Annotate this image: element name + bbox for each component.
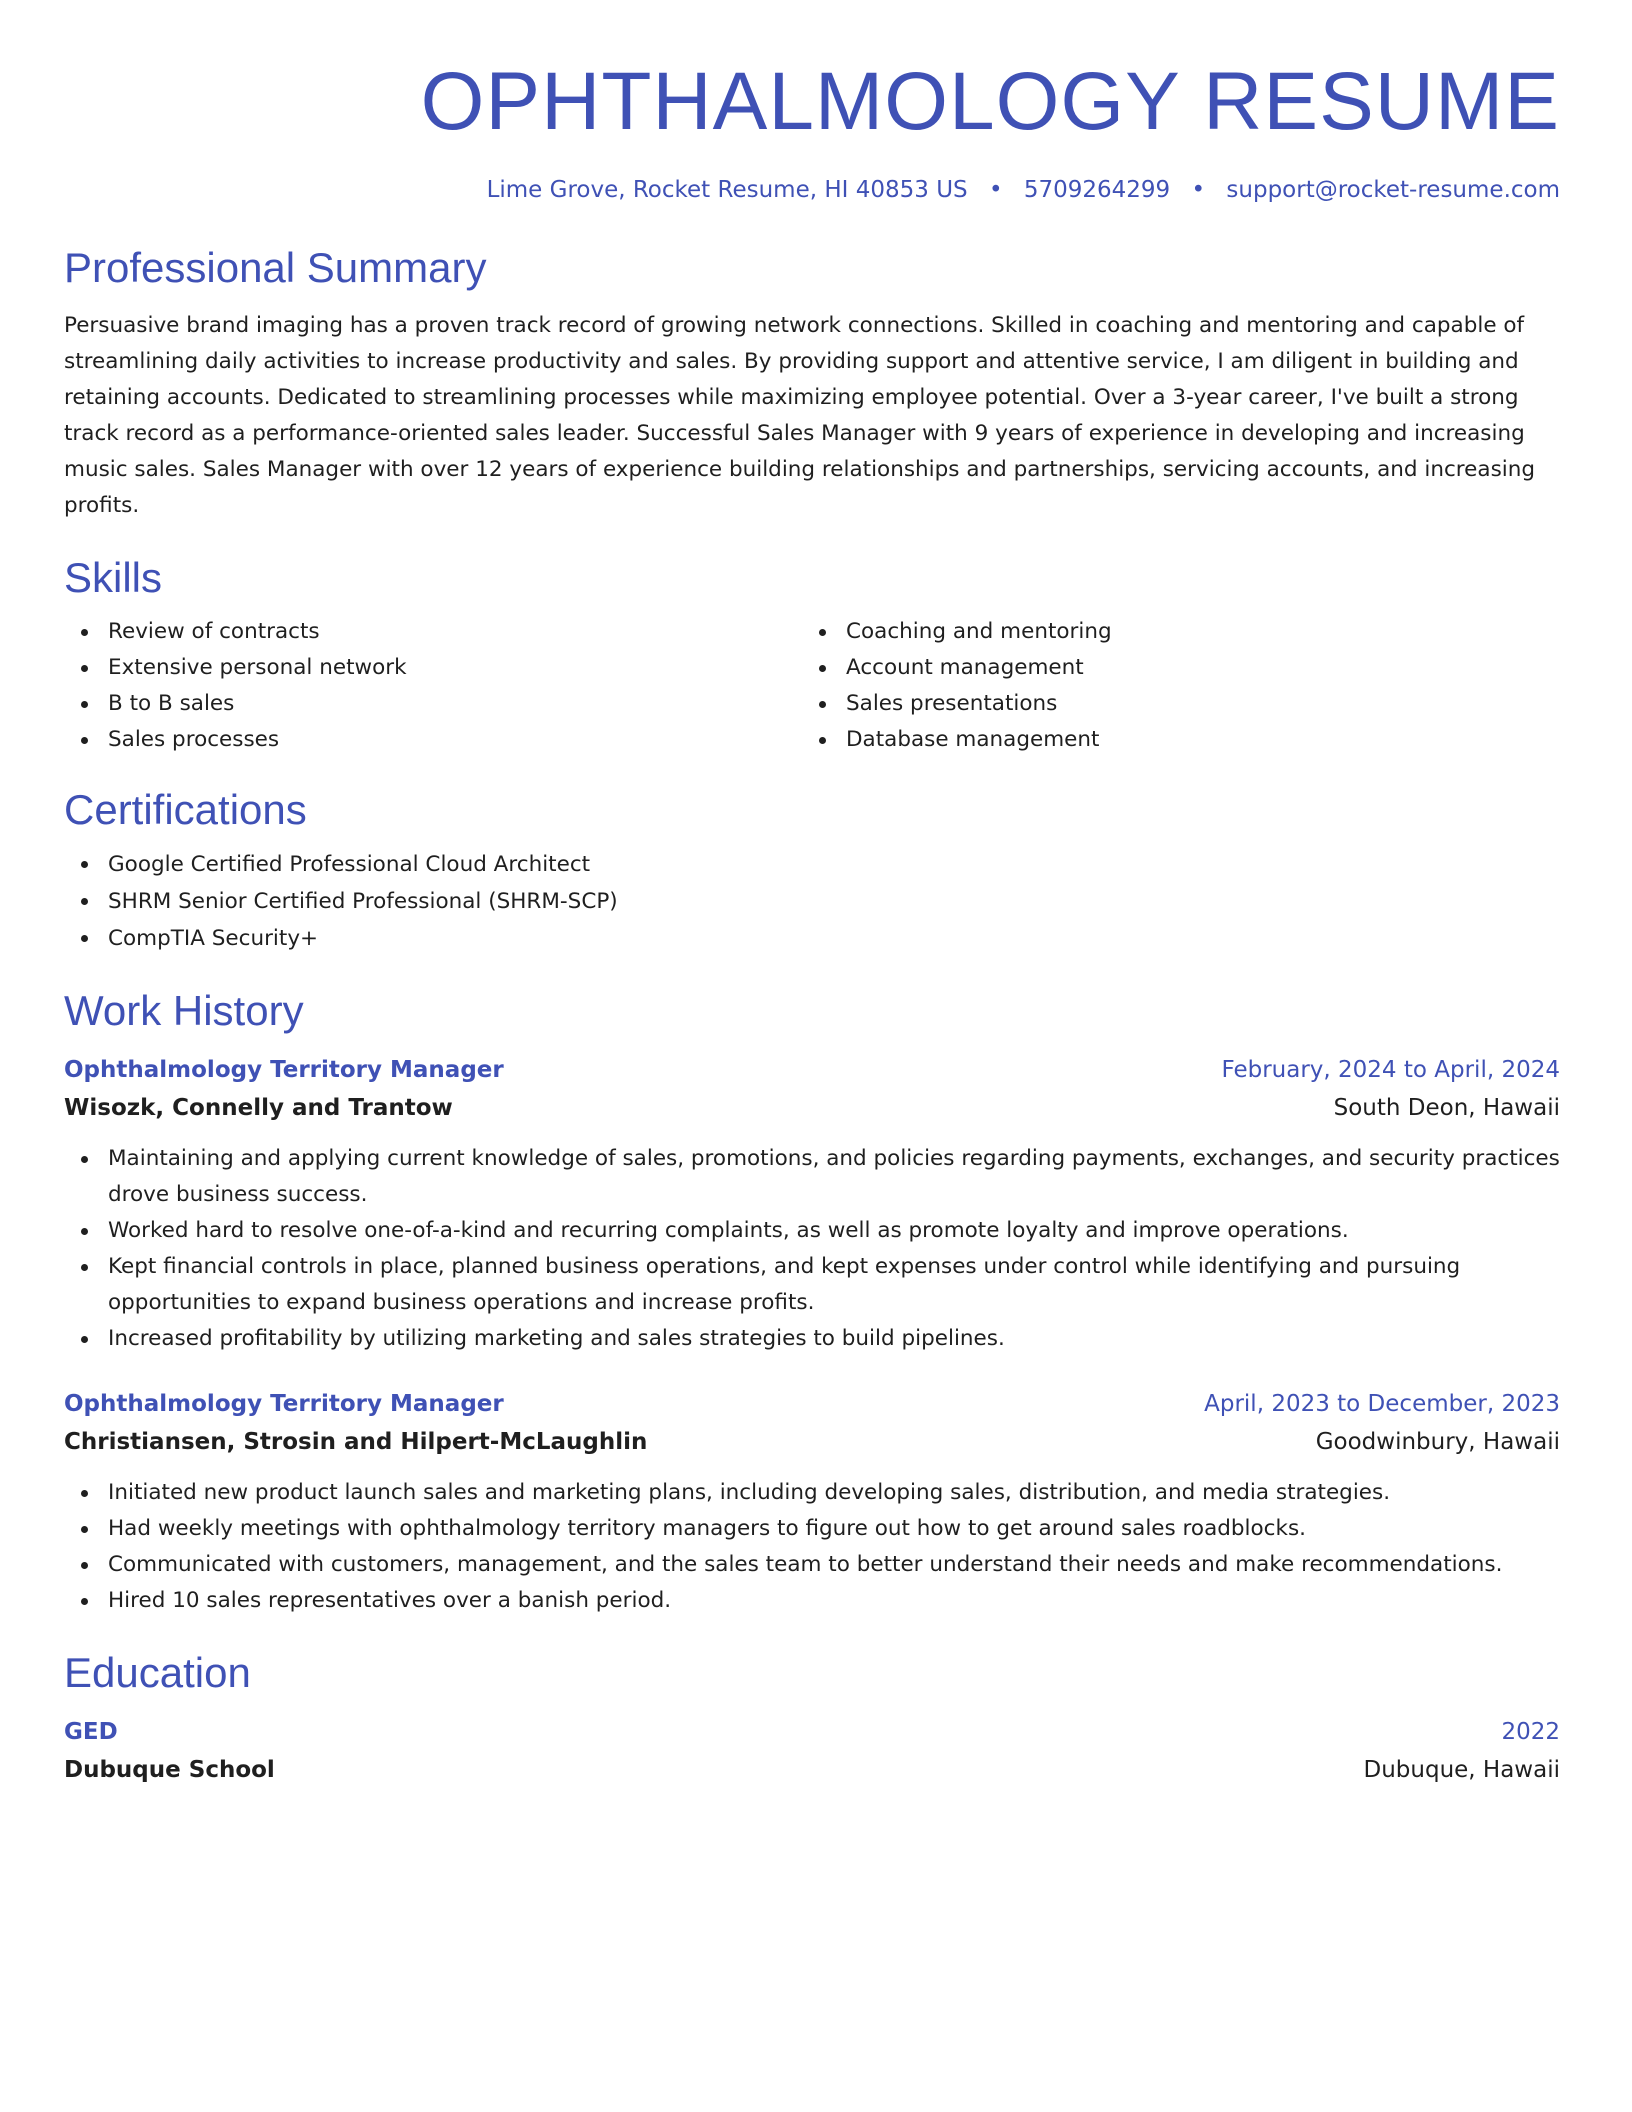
education-section <box>64 1647 1560 1789</box>
skill-item: B to B sales <box>64 686 802 722</box>
certifications-heading: Certifications <box>64 786 307 833</box>
contact-separator: • <box>1191 177 1206 203</box>
certifications-list <box>64 846 1560 957</box>
skills-grid <box>64 614 1560 758</box>
contact-phone: 5709264299 <box>1023 177 1171 203</box>
job-header <box>64 1385 1560 1423</box>
contact-line <box>64 174 1560 206</box>
work-history-section <box>64 985 1560 1619</box>
education-heading: Education <box>64 1649 251 1696</box>
education-header <box>64 1713 1560 1751</box>
job-duty-item: Kept financial controls in place, planned business operations, and kept expenses under control while identifying and pursuing opportunities to expand business operations and increase profits. <box>64 1249 1560 1321</box>
resume-page <box>64 0 1560 1789</box>
contact-separator: • <box>988 177 1003 203</box>
job-company: Wisozk, Connelly and Trantow <box>64 1095 453 1121</box>
job-title: Ophthalmology Territory Manager <box>64 1057 504 1083</box>
candidate-name: OPHTHALMOLOGY RESUME <box>420 56 1560 147</box>
contact-email: support@rocket-resume.com <box>1226 177 1560 203</box>
skills-column-left <box>64 614 802 758</box>
job-entry <box>64 1051 1560 1357</box>
job-subheader <box>64 1089 1560 1127</box>
job-title: Ophthalmology Territory Manager <box>64 1391 504 1417</box>
skills-heading: Skills <box>64 554 163 601</box>
job-duty-item: Communicated with customers, management, and the sales team to better understand their needs and make recommendations. <box>64 1547 1560 1583</box>
education-entry <box>64 1713 1560 1789</box>
certification-item: CompTIA Security+ <box>64 920 1560 957</box>
summary-heading: Professional Summary <box>64 244 487 291</box>
education-location: Dubuque, Hawaii <box>1363 1757 1560 1783</box>
work-history-heading: Work History <box>64 987 304 1034</box>
contact-address: Lime Grove, Rocket Resume, HI 40853 US <box>486 177 968 203</box>
job-dates: February, 2024 to April, 2024 <box>1221 1057 1560 1083</box>
job-location: Goodwinbury, Hawaii <box>1315 1429 1560 1455</box>
job-duty-item: Increased profitability by utilizing marketing and sales strategies to build pipelines. <box>64 1321 1560 1357</box>
skill-item: Sales presentations <box>802 686 1540 722</box>
job-duty-item: Maintaining and applying current knowledge of sales, promotions, and policies regarding payments, exchanges, and security practices drove business success. <box>64 1141 1560 1213</box>
education-school: Dubuque School <box>64 1757 275 1783</box>
skill-item: Review of contracts <box>64 614 802 650</box>
skill-item: Coaching and mentoring <box>802 614 1540 650</box>
job-duty-item: Worked hard to resolve one-of-a-kind and recurring complaints, as well as promote loyalty and improve operations. <box>64 1213 1560 1249</box>
certifications-section <box>64 784 1560 957</box>
resume-header <box>64 0 1560 206</box>
job-entry <box>64 1385 1560 1619</box>
education-year: 2022 <box>1501 1719 1560 1745</box>
skill-item: Extensive personal network <box>64 650 802 686</box>
job-duty-item: Hired 10 sales representatives over a banish period. <box>64 1583 1560 1619</box>
skills-column-right <box>802 614 1540 758</box>
education-subheader <box>64 1751 1560 1789</box>
skills-section <box>64 552 1560 758</box>
skill-item: Account management <box>802 650 1540 686</box>
job-header <box>64 1051 1560 1089</box>
job-subheader <box>64 1423 1560 1461</box>
summary-text: Persuasive brand imaging has a proven track record of growing network connections. Skilled in coaching and mentoring and capable of streamlining daily activities to increase productivity and sales. By providing support and attentive service, I am diligent in building and retaining accounts. Dedicated to streamlining processes while maximizing employee potential. Over a 3-year career, I've built a strong track record as a performance-oriented sales leader. Successful Sales Manager with 9 years of experience in developing and increasing music sales. Sales Manager with over 12 years of experience building relationships and partnerships, servicing accounts, and increasing profits. <box>64 313 1536 518</box>
job-duty-item: Had weekly meetings with ophthalmology territory managers to figure out how to get around sales roadblocks. <box>64 1511 1560 1547</box>
education-degree: GED <box>64 1719 118 1745</box>
job-company: Christiansen, Strosin and Hilpert-McLaughlin <box>64 1429 648 1455</box>
job-location: South Deon, Hawaii <box>1333 1095 1560 1121</box>
certification-item: SHRM Senior Certified Professional (SHRM-SCP) <box>64 883 1560 920</box>
job-duties <box>64 1141 1560 1357</box>
certification-item: Google Certified Professional Cloud Architect <box>64 846 1560 883</box>
job-duties <box>64 1475 1560 1619</box>
job-dates: April, 2023 to December, 2023 <box>1204 1391 1560 1417</box>
summary-section <box>64 242 1560 524</box>
skill-item: Database management <box>802 722 1540 758</box>
job-duty-item: Initiated new product launch sales and marketing plans, including developing sales, distribution, and media strategies. <box>64 1475 1560 1511</box>
skill-item: Sales processes <box>64 722 802 758</box>
